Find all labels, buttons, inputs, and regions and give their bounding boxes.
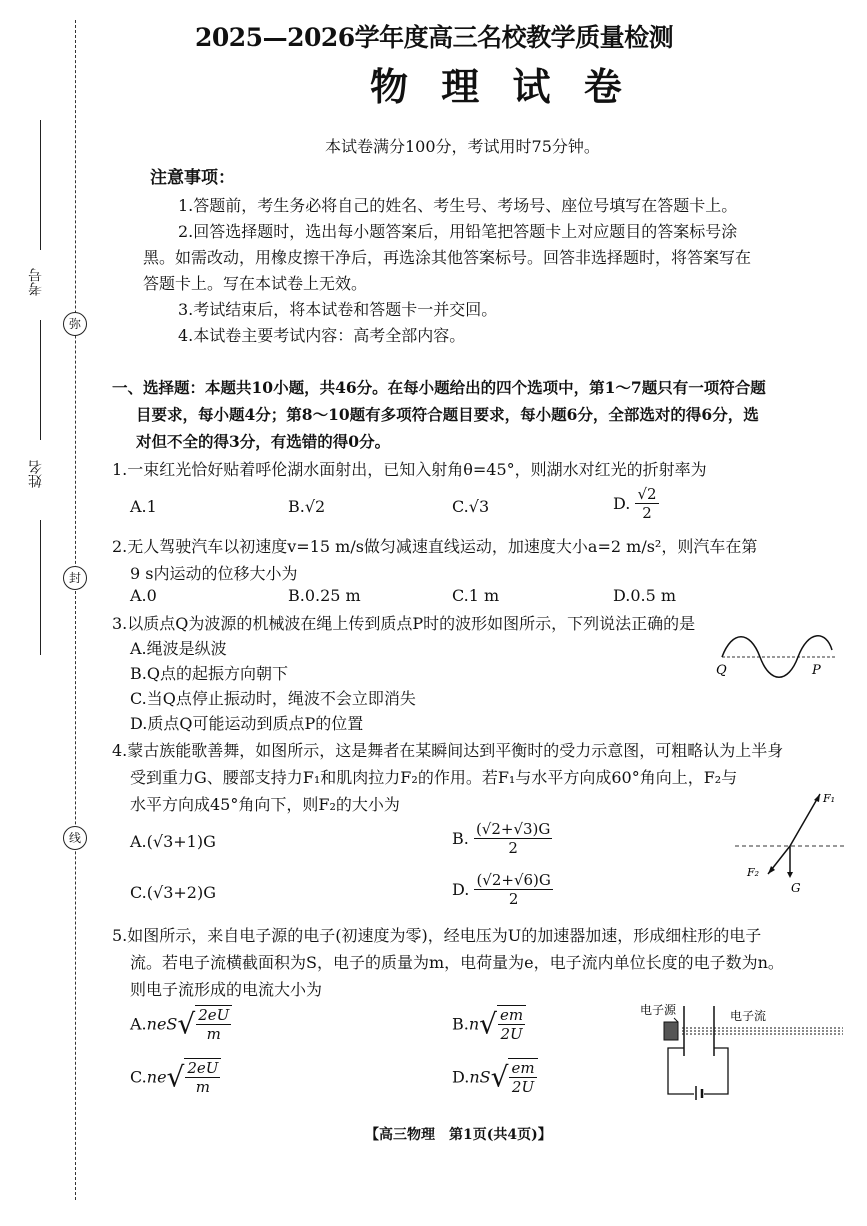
seal-char-feng: 封: [63, 566, 87, 590]
q5-electron-beam-figure: [638, 998, 843, 1100]
q1-option-a: A.1: [130, 497, 157, 516]
q4-option-b: B. $\frac{(√2+√3)G}{2}$: [452, 820, 551, 857]
q3-option-c: C.当Q点停止振动时，绳波不会立即消失: [130, 689, 416, 708]
q4-option-c: C.(√3+2)G: [130, 883, 216, 902]
name-underline-top: [40, 320, 41, 440]
q5-stem-3: 则电子流形成的电流大小为: [130, 980, 323, 999]
q5-option-d: D.nS√ $\frac{em}{2U}$: [452, 1058, 538, 1096]
notice-2-end: 答题卡上。写在本试卷上无效。: [143, 274, 368, 293]
notice-2-cont: 黑。如需改动，用橡皮擦干净后，再选涂其他答案标号。回答非选择题时，将答案写在: [143, 248, 752, 267]
page-footer: 【高三物理 第1页(共4页)】: [365, 1127, 552, 1143]
q3-stem: 3.以质点Q为波源的机械波在绳上传到质点P时的波形如图所示，下列说法正确的是: [112, 614, 696, 633]
q2-option-b: B.0.25 m: [288, 586, 361, 605]
q3-option-b: B.Q点的起振方向朝下: [130, 664, 288, 683]
notice-2: 2.回答选择题时，选出每小题答案后，用铅笔把答题卡上对应题目的答案标号涂: [178, 222, 738, 241]
q3-wave-figure: [712, 630, 842, 690]
q1-option-c: C.√3: [452, 497, 490, 516]
q4-label-g: G: [791, 881, 801, 895]
q3-label-p: P: [812, 663, 821, 678]
q4-stem-2: 受到重力G、腰部支持力F₁和肌肉拉力F₂的作用。若F₁与水平方向成60°角向上，F₂与: [130, 768, 738, 787]
q2-option-d: D.0.5 m: [613, 586, 677, 605]
q2-option-a: A.0: [130, 586, 157, 605]
q3-label-q: Q: [716, 663, 727, 678]
q5-stem-1: 5.如图所示，来自电子源的电子(初速度为零)，经电压为U的加速器加速，形成细柱形的电子: [112, 926, 762, 945]
exam-number-underline: [40, 120, 41, 250]
exam-name: 2025—2026学年度高三名校教学质量检测: [195, 23, 674, 52]
q3-option-a: A.绳波是纵波: [130, 639, 227, 658]
section1-line-1: 一、选择题：本题共10小题，共46分。在每小题给出的四个选项中，第1～7题只有一项符合题: [112, 378, 766, 397]
subject-title: 物 理 试 卷: [370, 64, 632, 109]
q5-label-source: 电子源: [640, 1003, 677, 1017]
notice-title: 注意事项：: [150, 168, 235, 188]
seal-char-xian: 线: [63, 826, 87, 850]
seal-char-mi: 弥: [63, 312, 87, 336]
q5-option-b: B.n√ $\frac{em}{2U}$: [452, 1005, 526, 1043]
section1-line-3: 对但不全的得3分，有选错的得0分。: [136, 432, 391, 451]
q2-option-c: C.1 m: [452, 586, 500, 605]
notice-4: 4.本试卷主要考试内容：高考全部内容。: [178, 326, 466, 345]
q4-label-f1: F₁: [823, 792, 836, 805]
q4-label-f2: F₂: [747, 866, 760, 879]
q4-stem-3: 水平方向成45°角向下，则F₂的大小为: [130, 795, 400, 814]
q4-force-diagram: [735, 788, 850, 898]
notice-3: 3.考试结束后，将本试卷和答题卡一并交回。: [178, 300, 498, 319]
q4-option-d: D. $\frac{(√2+√6)G}{2}$: [452, 871, 551, 908]
q3-option-d: D.质点Q可能运动到质点P的位置: [130, 714, 364, 733]
q5-stem-2: 流。若电子流横截面积为S，电子的质量为m，电荷量为e，电子流内单位长度的电子数为n。: [130, 953, 784, 972]
q5-option-c: C.ne√ $\frac{2eU}{m}$: [130, 1058, 221, 1096]
q1-option-b: B.√2: [288, 497, 326, 516]
q1-option-d: D. $\frac{√2}{2}$: [613, 485, 657, 522]
q1-stem: 1.一束红光恰好贴着呼伦湖水面射出，已知入射角θ=45°，则湖水对红光的折射率为: [112, 460, 707, 479]
notice-1: 1.答题前，考生务必将自己的姓名、考生号、考场号、座位号填写在答题卡上。: [178, 196, 738, 215]
q5-option-a: A.neS√ $\frac{2eU}{m}$: [130, 1005, 232, 1043]
q4-stem-1: 4.蒙古族能歌善舞，如图所示，这是舞者在某瞬间达到平衡时的受力示意图，可粗略认为上半身: [112, 741, 784, 760]
q2-stem-2: 9 s内运动的位移大小为: [130, 564, 298, 583]
exam-number-label: 考号: [28, 268, 44, 296]
q4-option-a: A.(√3+1)G: [130, 832, 216, 851]
q5-label-stream: 电子流: [730, 1009, 767, 1023]
score-time-line: 本试卷满分100分，考试用时75分钟。: [325, 137, 600, 156]
q2-stem-1: 2.无人驾驶汽车以初速度v=15 m/s做匀减速直线运动，加速度大小a=2 m/s²，则汽车在第: [112, 537, 758, 556]
name-label: 姓名: [28, 460, 44, 488]
section1-line-2: 目要求，每小题4分；第8～10题有多项符合题目要求，每小题6分，全部选对的得6分，选: [136, 405, 759, 424]
name-underline-bottom: [40, 520, 41, 655]
binding-dashed-line: [75, 20, 76, 1200]
